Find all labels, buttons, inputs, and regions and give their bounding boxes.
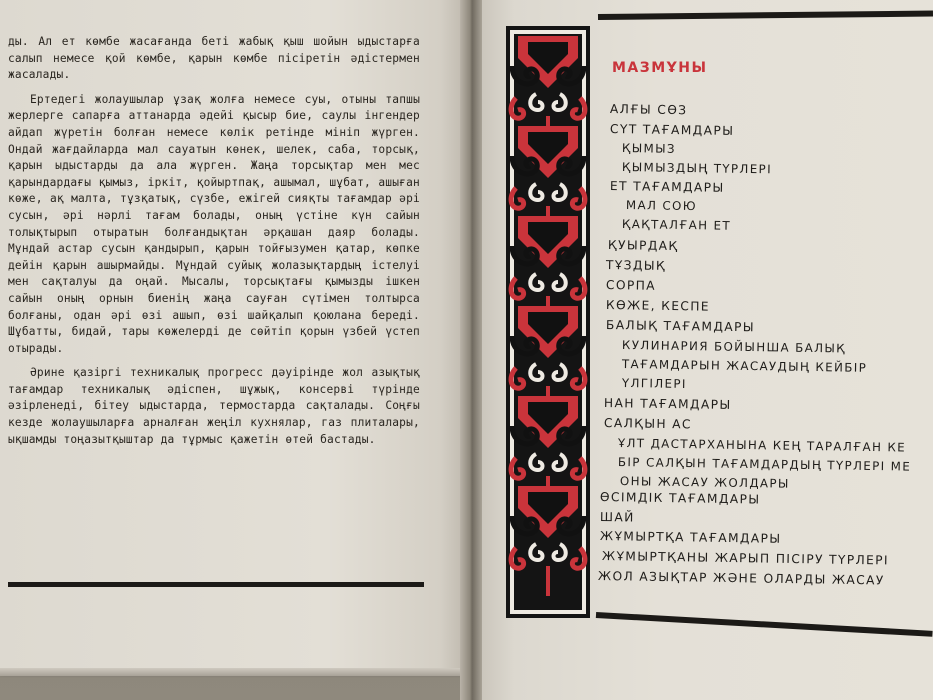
toc-item[interactable]: БІР САЛҚЫН ТАҒАМДАРДЫҢ ТҮРЛЕРІ МЕ bbox=[617, 455, 912, 474]
paragraph: ды. Ал ет көмбе жасағанда беті жабық қыш шойын ыдыстарға салып немесе қой көмбе, қарын көмбе пісіретін әдістермен жасалады. bbox=[8, 35, 420, 82]
toc-item[interactable]: ЖҰМЫРТҚАНЫ ЖАРЫП ПІСІРУ ТҮРЛЕРІ bbox=[601, 549, 890, 568]
toc-item[interactable]: КӨЖЕ, КЕСПЕ bbox=[605, 298, 711, 314]
toc-item[interactable]: МАЛ СОЮ bbox=[625, 198, 698, 214]
toc-item[interactable]: НАН ТАҒАМДАРЫ bbox=[603, 396, 732, 413]
toc-item[interactable]: ТАҒАМДАРЫН ЖАСАУДЫҢ КЕЙБІР bbox=[621, 357, 868, 375]
paragraph: Әрине қазіргі техникалық прогресс дәуірінде жол азықтық тағамдар техникалық әдіспен, шұжық, консерві түрінде әзірленеді, бітеу ыдыстарда, термостарда сақталады. Соңғы кезде жолаушыларға арналған жеңіл кухнялар, газ плиталары, ықшамды тоңазытқыштар да тұрмыс қажетін өтей бастады. bbox=[8, 366, 420, 446]
toc-item[interactable]: ӨСІМДІК ТАҒАМДАРЫ bbox=[599, 490, 761, 507]
toc-item[interactable]: СҮТ ТАҒАМДАРЫ bbox=[609, 122, 735, 138]
toc-item[interactable]: СОРПА bbox=[605, 278, 657, 293]
toc-item[interactable]: ҚЫМЫЗДЫҢ ТҮРЛЕРІ bbox=[621, 160, 773, 177]
toc-item[interactable]: ЖҰМЫРТҚА ТАҒАМДАРЫ bbox=[599, 529, 782, 546]
toc-item[interactable]: БАЛЫҚ ТАҒАМДАРЫ bbox=[605, 318, 756, 335]
toc-item[interactable]: ҚАҚТАЛҒАН ЕТ bbox=[621, 217, 732, 233]
toc-item[interactable]: ЖОЛ АЗЫҚТАР ЖӘНЕ ОЛАРДЫ ЖАСАУ bbox=[597, 569, 885, 588]
paragraph: Ертедегі жолаушылар ұзақ жолға немесе суы, отыны тапшы жерлерге сапарға аттанарда әдейі қысыр бие, саулы інгендер айдап жүретін болған немесе көлік ретінде мініп жүрген. Ондай жағдайларда мал сауатын көнек, шелек, саба, торсық, қарын ыдыстарды да ала жүрген. Жаңа торсықтар мен мес қарындардағы қымыз, іркіт, қойыртпақ, ашымал, шұбат, ашыған көже, ақ малта, тұзқатық, сүзбе, ежігей сияқты тағамдар әрі сусын, әрі нәрлі тағам болады, оның үстіне күн сайын толықтырып отыратын болғандықтан әрқашан даяр болады. Мұндай астар сусын қандырып, қарын тойғызумен қатар, көпке дейін қарын ашырмайды. Мұндай суйық жолазықтардың істелуі мен сақталуы да оңай. Мысалы, торсықтағы қымызды ішкен сайын оның орнын биенің жаңа сауған сүтімен толтырса болғаны, одан әрі өзі ашып, өзі шайқалып қоюлана береді. Шұбатты, бидай, тары көжелерді де сөйтіп қорын үзбей үстеп отырады. bbox=[8, 92, 420, 355]
toc-item[interactable]: ТҰЗДЫҚ bbox=[605, 258, 667, 273]
toc-item[interactable]: ҮЛГІЛЕРІ bbox=[621, 376, 687, 392]
toc-item[interactable]: ЕТ ТАҒАМДАРЫ bbox=[609, 179, 725, 195]
toc-item[interactable]: ҰЛТ ДАСТАРХАНЫНА КЕҢ ТАРАЛҒАН КЕ bbox=[617, 436, 907, 455]
toc-item[interactable]: АЛҒЫ СӨЗ bbox=[609, 102, 688, 118]
toc-heading: МАЗМҰНЫ bbox=[612, 60, 708, 76]
toc-item[interactable]: САЛҚЫН АС bbox=[603, 416, 693, 432]
toc-item[interactable]: ШАЙ bbox=[599, 510, 635, 525]
toc-item[interactable]: ҚУЫРДАҚ bbox=[607, 238, 679, 254]
toc-item[interactable]: ҚЫМЫЗ bbox=[621, 141, 677, 156]
toc-item[interactable]: КУЛИНАРИЯ БОЙЫНША БАЛЫҚ bbox=[621, 338, 847, 356]
toc-item[interactable]: ОНЫ ЖАСАУ ЖОЛДАРЫ bbox=[619, 474, 790, 491]
